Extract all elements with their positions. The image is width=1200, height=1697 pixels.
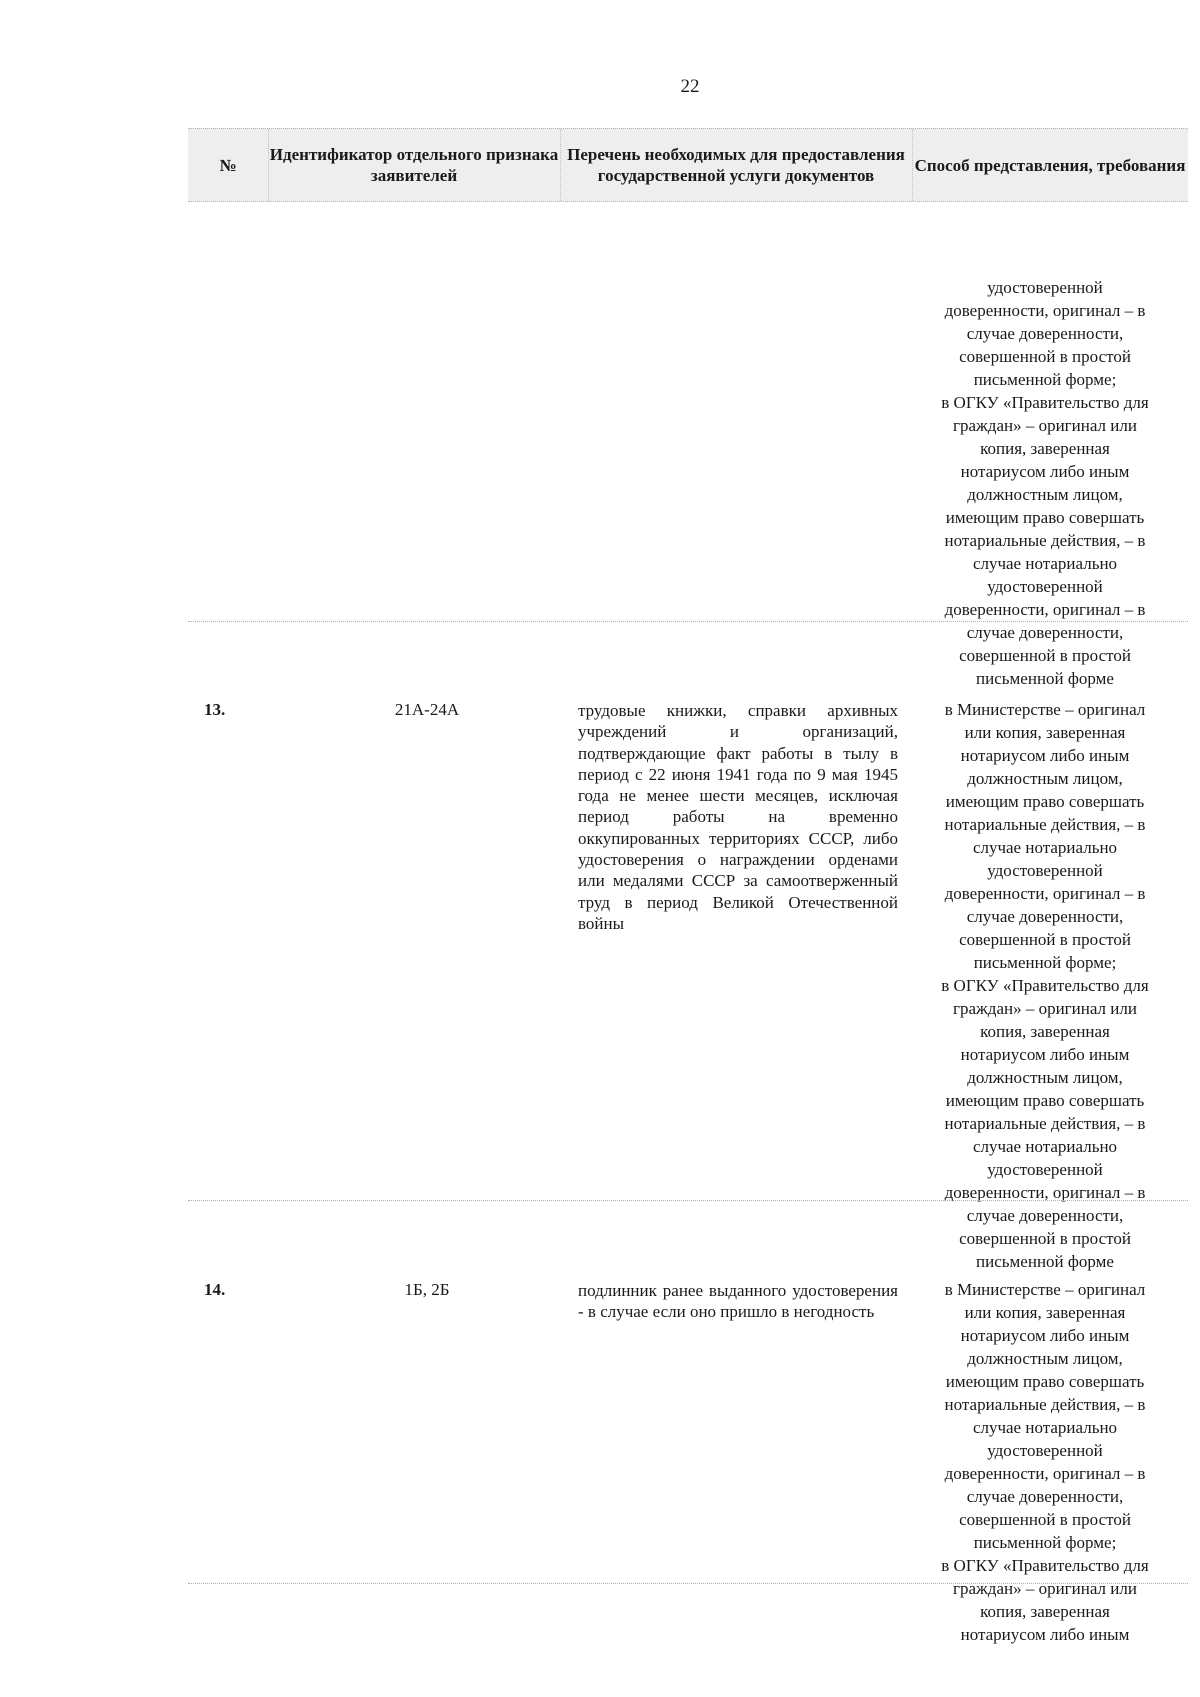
row-divider <box>188 1200 1188 1201</box>
method-cell: удостоверенной доверенности, оригинал – в случае доверенности, совершенной в простой письменной форме; в ОГКУ «Правительство для граждан» – оригинал или копия, заверенная нотариусом либо иным должностным лицом, имеющим право совершать нотариальные действия, – в случае нотариально удостоверенной доверенности, оригинал – в случае доверенности, совершенной в простой письменной форме <box>941 278 1149 688</box>
method-cell: в Министерстве – оригинал или копия, заверенная нотариусом либо иным должностным лицом, имеющим право совершать нотариальные действия, – в случае нотариально удостоверенной доверенности, оригинал – в случае доверенности, совершенной в простой письменной форме; в ОГКУ «Правительство для граждан» – оригинал или копия, заверенная нотариусом либо иным <box>941 1280 1149 1644</box>
page-number: 22 <box>680 76 700 97</box>
header-number: № <box>219 155 237 175</box>
row-documents: подлинник ранее выданного удостоверения - в случае если оно пришло в негодность <box>578 1281 898 1322</box>
row-identifier: 1Б, 2Б <box>404 1280 450 1299</box>
table-bottom-rule <box>188 1583 1188 1584</box>
header-documents: Перечень необходимых для предоставления государственной услуги документов <box>567 145 905 185</box>
row-documents: трудовые книжки, справки архивных учреждений и организаций, подтверждающие факт работы в тылу в период с 22 июня 1941 года по 9 мая 1945 года не менее шести месяцев, исключая период работы на временно оккупированных территориях СССР, либо удостоверения о награждении орденами или медалями СССР за самоотверженный труд в период Великой Отечественной войны <box>578 701 898 933</box>
row-number: 13. <box>204 700 226 719</box>
table-header-row <box>188 128 1188 202</box>
row-identifier: 21А-24А <box>394 700 460 719</box>
method-cell: в Министерстве – оригинал или копия, заверенная нотариусом либо иным должностным лицом, имеющим право совершать нотариальные действия, – в случае нотариально удостоверенной доверенности, оригинал – в случае доверенности, совершенной в простой письменной форме; в ОГКУ «Правительство для граждан» – оригинал или копия, заверенная нотариусом либо иным должностным лицом, имеющим право совершать нотариальные действия, – в случае нотариально удостоверенной доверенности, оригинал – в случае доверенности, совершенной в простой письменной форме <box>941 700 1149 1271</box>
header-identifier: Идентификатор отдельного признака заявителей <box>269 145 559 185</box>
header-method: Способ представления, требования <box>914 155 1186 175</box>
row-number: 14. <box>204 1280 226 1299</box>
documents-table <box>188 128 1188 1644</box>
row-divider <box>188 621 1188 622</box>
